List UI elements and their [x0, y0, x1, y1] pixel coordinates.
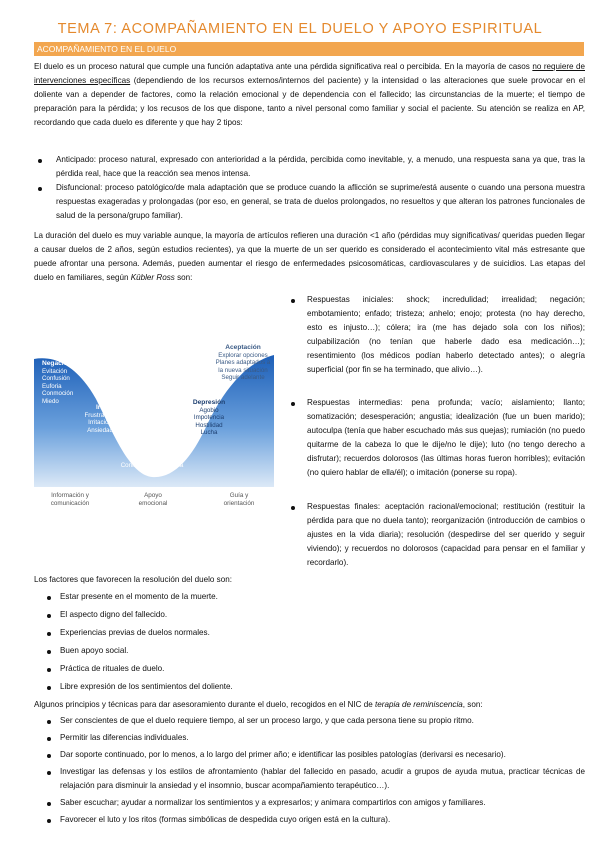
bullet-icon: [291, 299, 295, 303]
page-title: TEMA 7: ACOMPAÑAMIENTO EN EL DUELO Y APOYO ESPIRITUAL: [57, 21, 543, 37]
factors-intro: Los factores que favorecen la resolución del duelo son:: [34, 575, 232, 584]
stage-ira: Ira Frustración Irritación Ansiedad: [84, 404, 116, 434]
principle-item: Investigar las defensas y los estilos de afrontamiento (hablar del fallecido en pasado, acudir a grupos de ayuda mutua, practicar técnicas de relajación para disminuir la ansiedad y el insomnio, buscar acompañamiento terapéutico…).: [60, 767, 585, 790]
kubler-ross-figure: [34, 327, 274, 515]
principle-item: Favorecer el luto y los ritos (formas simbólicas de despedida cuyo origen está en la cultura).: [60, 815, 391, 824]
bullet-icon: [291, 506, 295, 510]
caption-apoyo: Apoyo emocional: [138, 492, 168, 507]
bullet-icon: [47, 771, 51, 775]
bullet-icon: [47, 686, 51, 690]
underlined-phrase: no requiere de intervenciones específicas: [34, 62, 585, 85]
caption-informacion: Información y comunicación: [50, 492, 90, 507]
stage-negacion: Negación Evitación Confusión Euforia Conmoción Miedo: [42, 360, 74, 405]
bullet-icon: [47, 632, 51, 636]
principle-item: Permitir las diferencias individuales.: [60, 733, 189, 742]
factor-item: Experiencias previas de duelos normales.: [60, 628, 210, 637]
duel-type-disfuncional: Disfuncional: proceso patológico/de mala adaptación que se produce cuando la aflicción se suprime/está ausente o cuando una persona muestra respuestas exageradas y prolongadas (por eso, en general, se trata de duelos prolongados, no resueltos y que alteran los patrones funcionales de salud de la persona/grupo familiar).: [56, 183, 585, 220]
response-intermediate: Respuestas intermedias: pena profunda; vacío; aislamiento; llanto; somatización; desesperación; angustia; idealización (fue un buen marido); autoculpa (tenía que haber escuchado más sus quejas); rumiación (no puedo quitarme de la cabeza lo que le dije/no le dije); luto (no tengo derecho a disfrutar); recuerdos dolorosos (las últimas horas fueron horribles); evitación (no quiero hablar de ella/él); o imitación (ponerse su ropa).: [307, 398, 585, 477]
bullet-icon: [47, 668, 51, 672]
bullet-icon: [47, 754, 51, 758]
principle-item: Saber escuchar; ayudar a normalizar los sentimientos y a expresarlos; y animara compartirlos con amigos y familiares.: [60, 798, 486, 807]
bullet-icon: [47, 614, 51, 618]
principle-item: Dar soporte continuado, por lo menos, a lo largo del primer año; e identificar las posibles patologías (derivarsi es necesario).: [60, 750, 506, 759]
factor-item: Buen apoyo social.: [60, 646, 129, 655]
response-final: Respuestas finales: aceptación racional/emocional; restitución (restituir la pérdida para que no duela tanto); reorganización (introducción de cambios o ajustes en la vida diaria); resolución (despedirse del ser querido y seguir viviendo); y recuerdos no dolorosos (capacidad para pensar en el familiar y recordarlo).: [307, 502, 585, 567]
bullet-icon: [47, 737, 51, 741]
duel-type-anticipado: Anticipado: proceso natural, expresado con anterioridad a la pérdida, percibida como inevitable, y, a menudo, una respuesta sana ya que, tras la pérdida real, hace que la reacción sea menos intensa.: [56, 155, 585, 178]
principles-intro: Algunos principios y técnicas para dar asesoramiento durante el duelo, recogidos en el NIC de terapia de reminiscencia, son:: [34, 700, 483, 709]
stage-aceptacion: Aceptación Explorar opciones Planes adaptados a la nueva situación Seguir adelante: [215, 344, 271, 381]
stage-depresion: Depresión Agobio Impotencia Hostilidad Lucha: [192, 399, 226, 436]
bullet-icon: [47, 650, 51, 654]
factor-item: Práctica de rituales de duelo.: [60, 664, 165, 673]
caption-guia: Guía y orientación: [223, 492, 255, 507]
bullet-icon: [47, 596, 51, 600]
factor-item: Estar presente en el momento de la muerte.: [60, 592, 218, 601]
bullet-icon: [38, 187, 42, 191]
intro-paragraph: El duelo es un proceso natural que cumple una función adaptativa ante una pérdida significativa real o percibida. En la mayoría de casos no requiere de intervenciones específicas (dependiendo de los recursos externos/internos del paciente) y la intensidad o las alteraciones que suele provocar en el doliente van a depender de factores, como la relación emocional y de dependencia con el fallecido; las circunstancias de la muerte; el tiempo de preparación para la pérdida; y los recusos de los que dispone, tanto a nivel personal como familiar y social el paciente. Su atención se realiza en AP, recordando que cada duelo es diferente y que hay 2 tipos:: [34, 62, 585, 127]
principle-item: Ser conscientes de que el duelo requiere tiempo, al ser un proceso largo, y que cada persona tiene su propio ritmo.: [60, 716, 474, 725]
bullet-icon: [47, 802, 51, 806]
bullet-icon: [291, 402, 295, 406]
factor-item: El aspecto digno del fallecido.: [60, 610, 168, 619]
bullet-icon: [47, 819, 51, 823]
stage-negociacion: Negociación Esfuerzos por encon- trar un sentido Pedir ayuda Contar nuestra historia: [120, 432, 184, 469]
response-initial: Respuestas iniciales: shock; incredulidad; irrealidad; negación; embotamiento; enfado; tristeza; anhelo; enojo; protesta (no hay derecho, esto es injusto…); cólera; ira (me has dejado sola con los niños); culpabilización (no tenían que haberle dado esa medicación…); resentimiento (los médicos podían haberlo detectado antes); o alegría superficial (por fin se ha terminado, que alivio…).: [307, 295, 585, 374]
section-heading: ACOMPAÑAMIENTO EN EL DUELO: [34, 42, 584, 56]
bullet-icon: [38, 159, 42, 163]
bullet-icon: [47, 720, 51, 724]
duration-paragraph: La duración del duelo es muy variable aunque, la mayoría de artículos refieren una duración <1 año (pérdidas muy significativas/ queridas pueden llegar a causar duelos de 2 años, según estudios recientes), ya que la muerte de un ser querido es considerado el acontecimiento vital más estresante que puede afrontar una persona. Además, pueden aumentar el riesgo de enfermedades psicosomáticas, cardiovasculares y de suicidios. Las etapas del duelo en familiares, según Kübler Ross son:: [34, 231, 585, 282]
factor-item: Libre expresión de los sentimientos del doliente.: [60, 682, 233, 691]
